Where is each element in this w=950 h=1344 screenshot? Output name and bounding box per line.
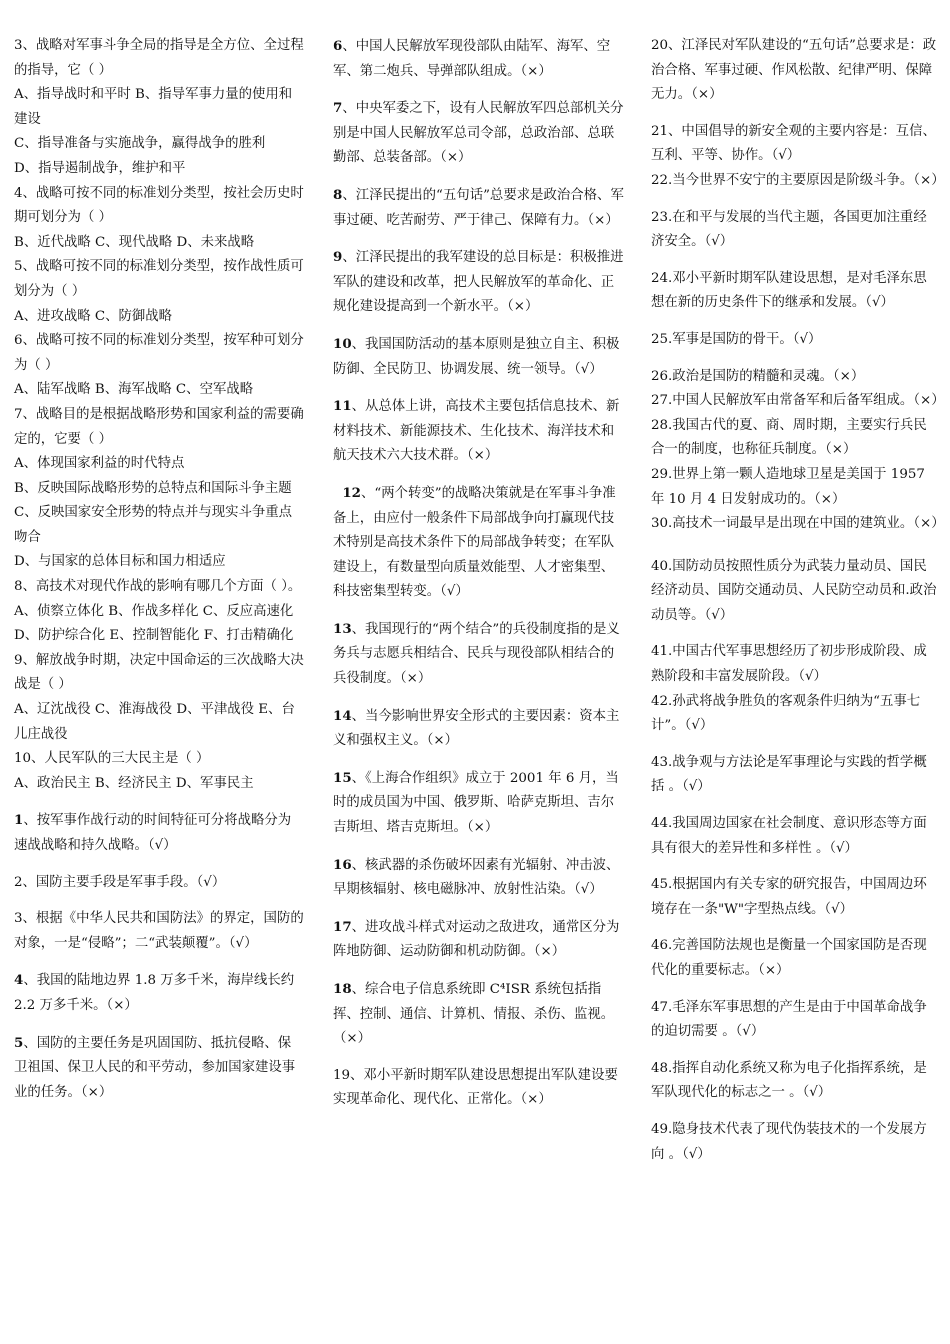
judgment-42: 42.孙武将战争胜负的客观条件归纳为“五事七计”。（√） [651, 693, 921, 734]
judgment-22: 22.当今世界不安宁的主要原因是阶级斗争。（×） [651, 172, 945, 188]
judgment-3: 3、根据《中华人民共和国防法》的界定，国防的对象，一是“侵略”；二“武装颠覆”。（√） [14, 911, 304, 951]
column-left [14, 34, 304, 1105]
judgment-6: 6、中国人民解放军现役部队由陆军、海军、空军、第二炮兵、导弹部队组成。（×） [333, 38, 611, 79]
question-4-stem: 4、战略可按不同的标准划分类型，按社会历史时期可划分为（ ） [14, 185, 304, 226]
judgment-43: 43.战争观与方法论是军事理论与实践的哲学概括 。（√） [651, 754, 927, 795]
question-5-options: A、进攻战略 C、防御战略 [14, 308, 173, 324]
judgment-29: 29.世界上第一颗人造地球卫星是美国于 1957 年 10 月 4 日发射成功的。（×） [651, 466, 925, 507]
judgment-10: 10、我国国防活动的基本原则是独立自主、积极防御、全民防卫、协调发展、统一领导。（√） [333, 335, 620, 377]
judgment-19: 19、邓小平新时期军队建设思想提出军队建设要实现革命化、现代化、正常化。（×） [333, 1067, 618, 1108]
question-3-stem: 3、战略对军事斗争全局的指导是全方位、全过程的指导，它（ ） [14, 38, 304, 78]
judgment-18: 18、综合电子信息系统即 C⁴ISR 系统包括指挥、控制、通信、计算机、情报、杀伤、监视。（×） [333, 981, 615, 1047]
judgment-49: 49.隐身技术代表了现代伪装技术的一个发展方向 。（√） [651, 1121, 927, 1162]
question-7-option-b: B、反映国际战略形势的总特点和国际斗争主题 [14, 480, 292, 496]
judgment-11: 11、从总体上讲，高技术主要包括信息技术、新材料技术、新能源技术、生化技术、海洋技术和航天技术六大技术群。（×） [333, 398, 620, 464]
judgment-8: 8、江泽民提出的“五句话”总要求是政治合格、军事过硬、吃苦耐劳、严于律己、保障有力。（×） [333, 186, 624, 228]
question-10-options: A、政治民主 B、经济民主 D、军事民主 [14, 775, 254, 791]
judgment-41: 41.中国古代军事思想经历了初步形成阶段、成熟阶段和丰富发展阶段。（√） [651, 644, 927, 685]
judgment-47: 47.毛泽东军事思想的产生是由于中国革命战争的迫切需要 。（√） [651, 999, 927, 1040]
column-middle [333, 34, 625, 1113]
question-3-option-c: C、指导准备与实施战争，赢得战争的胜利 [14, 136, 266, 152]
question-8-stem: 8、高技术对现代作战的影响有哪几个方面（ ）。 [14, 579, 302, 595]
judgment-7: 7、中央军委之下，设有人民解放军四总部机关分别是中国人民解放军总司令部，总政治部、总联勤部、总装备部。（×） [333, 100, 624, 166]
judgment-12: 12、“两个转变”的战略决策就是在军事斗争准备上，由应付一般条件下局部战争向打赢现代技术特别是高技术条件下的局部战争转变；在军队建设上，有数量型向质量效能型、人才密集型、科技密集型转变。（√） [333, 484, 616, 600]
question-6-stem: 6、战略可按不同的标准划分类型，按军种可划分为（ ） [14, 333, 304, 373]
judgment-46: 46.完善国防法规也是衡量一个国家国防是否现代化的重要标志。（×） [651, 938, 927, 978]
judgment-13: 13、我国现行的“两个结合”的兵役制度指的是义务兵与志愿兵相结合、民兵与现役部队相结合的兵役制度。（×） [333, 620, 620, 687]
judgment-45: 45.根据国内有关专家的研究报告，中国周边环境存在一条"W"字型热点线。（√） [651, 877, 927, 917]
question-3-option-d: D、指导遏制战争，维护和平 [14, 160, 186, 176]
judgment-23: 23.在和平与发展的当代主题，各国更加注重经济安全。（√） [651, 209, 927, 250]
question-3-options-ab: A、指导战时和平时 B、指导军事力量的使用和建设 [14, 87, 293, 127]
judgment-30: 30.高技术一词最早是出现在中国的建筑业。（×） [651, 516, 945, 532]
judgment-48: 48.指挥自动化系统又称为电子化指挥系统，是军队现代化的标志之一 。（√） [651, 1060, 927, 1101]
judgment-16: 16、核武器的杀伤破坏因素有光辐射、冲击波、早期核辐射、核电磁脉冲、放射性沾染。（√） [333, 856, 620, 898]
judgment-14: 14、当今影响世界安全形式的主要因素：资本主义和强权主义。（×） [333, 707, 620, 749]
judgment-1: 1、按军事作战行动的时间特征可分将战略分为速战战略和持久战略。（√） [14, 812, 292, 853]
judgment-2: 2、国防主要手段是军事手段。（√） [14, 874, 226, 890]
judgment-21: 21、中国倡导的新安全观的主要内容是：互信、互利、平等、协作。（√） [651, 123, 936, 164]
judgment-9: 9、江泽民提出的我军建设的总目标是：积极推进军队的建设和改革，把人民解放军的革命化、正规化建设提高到一个新水平。（×） [333, 249, 624, 315]
judgment-15: 15、《上海合作组织》成立于 2001 年 6 月，当时的成员国为中国、俄罗斯、哈萨克斯坦、吉尔吉斯坦、塔吉克斯坦。（×） [333, 769, 619, 836]
judgment-26: 26.政治是国防的精髓和灵魂。（×） [651, 368, 865, 384]
question-7-option-d: D、与国家的总体目标和国力相适应 [14, 554, 226, 570]
question-5-stem: 5、战略可按不同的标准划分类型，按作战性质可划分为（ ） [14, 259, 304, 299]
judgment-4: 4、我国的陆地边界 1.8 万多千米，海岸线长约 2.2 万多千米。（×） [14, 972, 295, 1013]
judgment-28: 28.我国古代的夏、商、周时期，主要实行兵民合一的制度，也称征兵制度。（×） [651, 417, 927, 458]
question-7-option-a: A、体现国家利益的时代特点 [14, 456, 185, 472]
judgment-17: 17、进攻战斗样式对运动之敌进攻，通常区分为阵地防御、运动防御和机动防御。（×） [333, 918, 620, 960]
question-9-stem: 9、解放战争时期，决定中国命运的三次战略大决战是（ ） [14, 652, 304, 693]
column-right [651, 34, 945, 1167]
question-7-option-c: C、反映国家安全形势的特点并与现实斗争重点吻合 [14, 505, 293, 545]
question-9-options: A、辽沈战役 C、淮海战役 D、平津战役 E、台儿庄战役 [14, 702, 295, 742]
judgment-5: 5、国防的主要任务是巩固国防、抵抗侵略、保卫祖国、保卫人民的和平劳动，参加国家建设事业的任务。（×） [14, 1034, 296, 1100]
question-8-options: A、侦察立体化 B、作战多样化 C、反应高速化 D、防护综合化 E、控制智能化 F、打击精确化 [14, 603, 294, 644]
question-7-stem: 7、战略目的是根据战略形势和国家利益的需要确定的，它要（ ） [14, 406, 304, 447]
question-6-options: A、陆军战略 B、海军战略 C、空军战略 [14, 382, 254, 398]
judgment-20: 20、江泽民对军队建设的“五句话”总要求是：政治合格、军事过硬、作风松散、纪律严明、保障无力。（×） [651, 38, 937, 103]
judgment-24: 24.邓小平新时期军队建设思想，是对毛泽东思想在新的历史条件下的继承和发展。（√） [651, 270, 927, 311]
judgment-27: 27.中国人民解放军由常备军和后备军组成。（×） [651, 393, 945, 409]
question-10-stem: 10、人民军队的三大民主是（ ） [14, 751, 210, 767]
judgment-44: 44.我国周边国家在社会制度、意识形态等方面具有很大的差异性和多样性 。（√） [651, 816, 927, 856]
judgment-40: 40.国防动员按照性质分为武装力量动员、国民经济动员、国防交通动员、人民防空动员和.政治动员等。（√） [651, 558, 937, 623]
question-4-options: B、近代战略 C、现代战略 D、未来战略 [14, 234, 255, 250]
judgment-25: 25.军事是国防的骨干。（√） [651, 331, 822, 347]
